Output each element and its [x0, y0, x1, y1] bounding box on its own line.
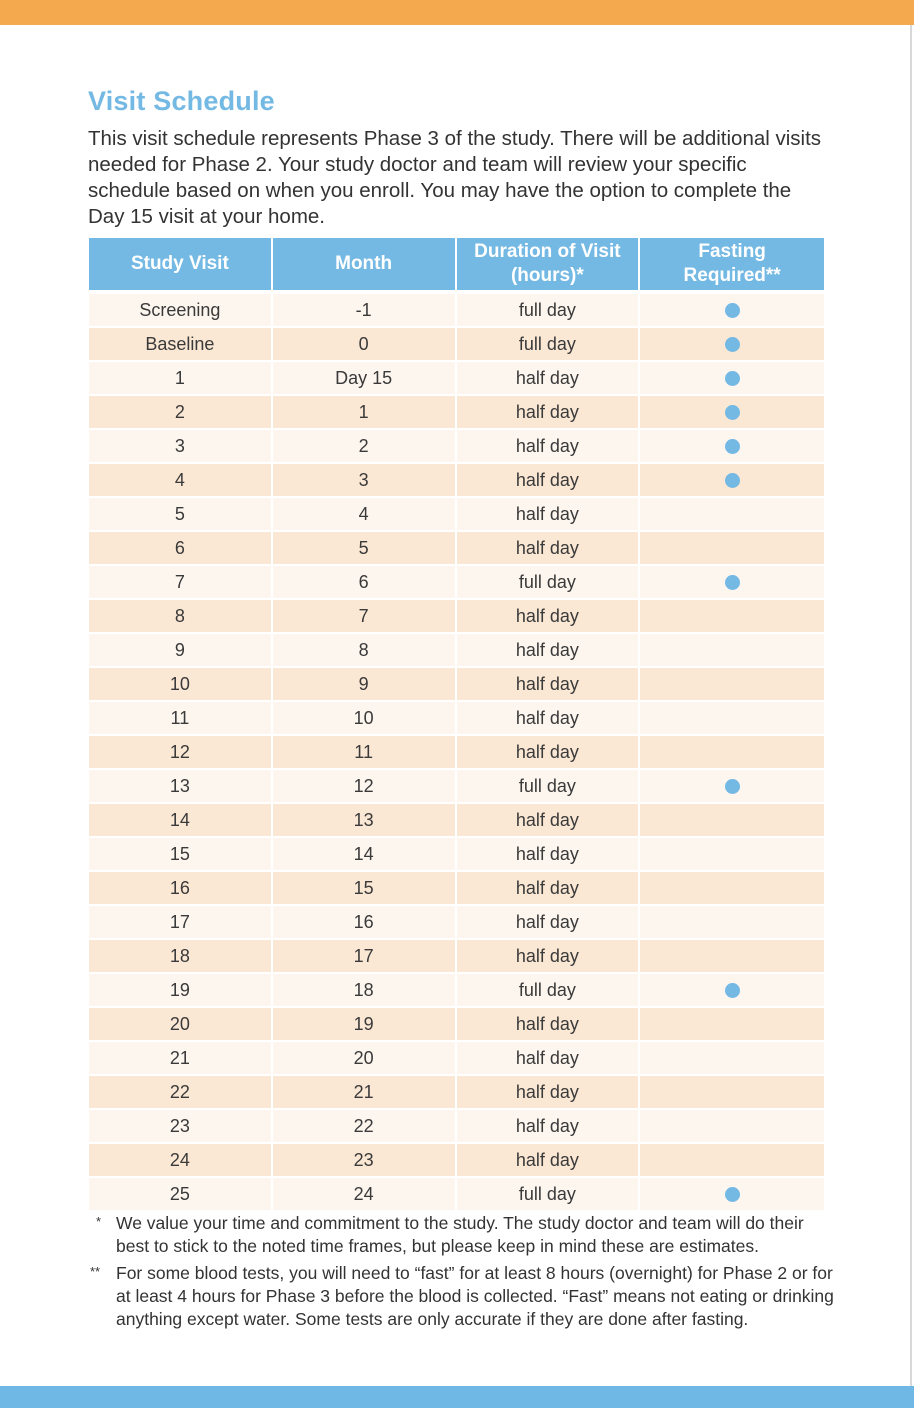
cell-visit: 24 — [89, 1144, 273, 1178]
cell-visit: 19 — [89, 974, 273, 1008]
cell-visit: 7 — [89, 566, 273, 600]
cell-fasting — [640, 1076, 824, 1110]
cell-month: 10 — [273, 702, 457, 736]
header-fasting — [640, 238, 824, 290]
footnote-text: For some blood tests, you will need to “fast” for at least 8 hours (overnight) for Phase 2 or for at least 4 hours for Phase 3 before the blood is collected. “Fast” means not eating or drinking anything except water. Some tests are only accurate if they are done after fasting. — [116, 1263, 834, 1329]
table-row — [89, 396, 824, 430]
cell-visit: 6 — [89, 532, 273, 566]
cell-month: 12 — [273, 770, 457, 804]
cell-month: 9 — [273, 668, 457, 702]
cell-month: 19 — [273, 1008, 457, 1042]
cell-visit: 2 — [89, 396, 273, 430]
cell-month: 22 — [273, 1110, 457, 1144]
footnote-text: We value your time and commitment to the study. The study doctor and team will do their best to stick to the noted time frames, but please keep in mind these are estimates. — [116, 1213, 804, 1256]
table-row — [89, 804, 824, 838]
cell-month: 13 — [273, 804, 457, 838]
cell-duration: half day — [457, 940, 641, 974]
cell-visit: 16 — [89, 872, 273, 906]
header-study-visit: Study Visit — [89, 238, 273, 290]
table-row — [89, 464, 824, 498]
fasting-required-icon — [725, 575, 740, 590]
cell-duration: half day — [457, 600, 641, 634]
top-accent-bar — [0, 0, 914, 25]
cell-month: 1 — [273, 396, 457, 430]
cell-visit: 11 — [89, 702, 273, 736]
cell-duration: full day — [457, 328, 641, 362]
intro-paragraph: This visit schedule represents Phase 3 of the study. There will be additional visits needed for Phase 2. Your study doctor and team will review your specific schedule based on when you enroll. You may have the option to complete the Day 15 visit at your home. — [88, 127, 822, 228]
cell-fasting — [640, 498, 824, 532]
cell-fasting — [640, 328, 824, 362]
cell-fasting — [640, 872, 824, 906]
footnote-marker: ** — [90, 1264, 101, 1279]
cell-fasting — [640, 838, 824, 872]
table-row — [89, 362, 824, 396]
cell-month: 17 — [273, 940, 457, 974]
cell-fasting — [640, 1178, 824, 1212]
cell-fasting — [640, 1110, 824, 1144]
cell-visit: Screening — [89, 294, 273, 328]
cell-duration: half day — [457, 362, 641, 396]
page-edge-rule — [910, 25, 912, 1386]
cell-duration: half day — [457, 1042, 641, 1076]
cell-duration: full day — [457, 974, 641, 1008]
cell-duration: full day — [457, 294, 641, 328]
cell-month: 18 — [273, 974, 457, 1008]
cell-duration: half day — [457, 668, 641, 702]
cell-visit: 18 — [89, 940, 273, 974]
cell-visit: Baseline — [89, 328, 273, 362]
cell-visit: 15 — [89, 838, 273, 872]
header-month: Month — [273, 238, 457, 290]
cell-month: Day 15 — [273, 362, 457, 396]
visit-schedule-table — [89, 238, 824, 1212]
cell-fasting — [640, 1144, 824, 1178]
cell-fasting — [640, 532, 824, 566]
table-row — [89, 1042, 824, 1076]
cell-month: -1 — [273, 294, 457, 328]
fasting-required-icon — [725, 439, 740, 454]
bottom-accent-bar — [0, 1386, 914, 1408]
cell-fasting — [640, 974, 824, 1008]
footnotes — [90, 1212, 836, 1335]
footnote-fasting — [90, 1262, 836, 1331]
cell-fasting — [640, 736, 824, 770]
table-row — [89, 328, 824, 362]
cell-duration: half day — [457, 1076, 641, 1110]
cell-visit: 9 — [89, 634, 273, 668]
cell-visit: 14 — [89, 804, 273, 838]
cell-duration: half day — [457, 430, 641, 464]
cell-fasting — [640, 1042, 824, 1076]
cell-fasting — [640, 940, 824, 974]
page-title: Visit Schedule — [88, 86, 275, 116]
cell-fasting — [640, 566, 824, 600]
table-row — [89, 1178, 824, 1212]
fasting-required-icon — [725, 405, 740, 420]
table-row — [89, 872, 824, 906]
cell-duration: half day — [457, 1144, 641, 1178]
cell-visit: 20 — [89, 1008, 273, 1042]
table-row — [89, 736, 824, 770]
header-fasting-label: Fasting Required** — [683, 241, 781, 286]
table-body — [89, 290, 824, 1212]
cell-month: 24 — [273, 1178, 457, 1212]
cell-fasting — [640, 770, 824, 804]
fasting-required-icon — [725, 473, 740, 488]
table-row — [89, 940, 824, 974]
cell-visit: 3 — [89, 430, 273, 464]
table-row — [89, 838, 824, 872]
table-row — [89, 498, 824, 532]
cell-month: 6 — [273, 566, 457, 600]
table-row — [89, 294, 824, 328]
cell-duration: full day — [457, 770, 641, 804]
cell-duration: half day — [457, 464, 641, 498]
table-row — [89, 532, 824, 566]
cell-fasting — [640, 1008, 824, 1042]
cell-month: 21 — [273, 1076, 457, 1110]
cell-duration: half day — [457, 906, 641, 940]
cell-visit: 8 — [89, 600, 273, 634]
cell-fasting — [640, 804, 824, 838]
table-row — [89, 906, 824, 940]
cell-duration: half day — [457, 1110, 641, 1144]
cell-month: 20 — [273, 1042, 457, 1076]
cell-month: 23 — [273, 1144, 457, 1178]
table-row — [89, 668, 824, 702]
table-row — [89, 1076, 824, 1110]
cell-duration: half day — [457, 838, 641, 872]
cell-visit: 5 — [89, 498, 273, 532]
cell-fasting — [640, 362, 824, 396]
cell-duration: half day — [457, 736, 641, 770]
cell-duration: half day — [457, 634, 641, 668]
cell-fasting — [640, 906, 824, 940]
cell-duration: full day — [457, 1178, 641, 1212]
cell-duration: full day — [457, 566, 641, 600]
cell-visit: 12 — [89, 736, 273, 770]
cell-visit: 10 — [89, 668, 273, 702]
table-row — [89, 1144, 824, 1178]
cell-month: 5 — [273, 532, 457, 566]
cell-fasting — [640, 600, 824, 634]
table-row — [89, 1008, 824, 1042]
cell-duration: half day — [457, 532, 641, 566]
table-row — [89, 600, 824, 634]
cell-visit: 17 — [89, 906, 273, 940]
cell-fasting — [640, 702, 824, 736]
cell-month: 2 — [273, 430, 457, 464]
cell-month: 15 — [273, 872, 457, 906]
cell-month: 3 — [273, 464, 457, 498]
cell-fasting — [640, 396, 824, 430]
fasting-required-icon — [725, 371, 740, 386]
table-row — [89, 430, 824, 464]
cell-month: 8 — [273, 634, 457, 668]
fasting-required-icon — [725, 779, 740, 794]
cell-visit: 1 — [89, 362, 273, 396]
cell-visit: 22 — [89, 1076, 273, 1110]
cell-visit: 4 — [89, 464, 273, 498]
cell-duration: half day — [457, 872, 641, 906]
table-row — [89, 702, 824, 736]
header-duration — [457, 238, 641, 290]
table-row — [89, 566, 824, 600]
table-row — [89, 1110, 824, 1144]
cell-duration: half day — [457, 396, 641, 430]
cell-month: 4 — [273, 498, 457, 532]
fasting-required-icon — [725, 337, 740, 352]
table-row — [89, 770, 824, 804]
cell-visit: 13 — [89, 770, 273, 804]
cell-fasting — [640, 634, 824, 668]
fasting-required-icon — [725, 1187, 740, 1202]
footnote-duration — [96, 1212, 836, 1258]
fasting-required-icon — [725, 983, 740, 998]
cell-month: 14 — [273, 838, 457, 872]
cell-fasting — [640, 430, 824, 464]
table-row — [89, 974, 824, 1008]
fasting-required-icon — [725, 303, 740, 318]
table-header-row — [89, 238, 824, 290]
cell-fasting — [640, 294, 824, 328]
cell-visit: 25 — [89, 1178, 273, 1212]
cell-visit: 21 — [89, 1042, 273, 1076]
cell-duration: half day — [457, 804, 641, 838]
cell-month: 16 — [273, 906, 457, 940]
cell-fasting — [640, 464, 824, 498]
cell-month: 7 — [273, 600, 457, 634]
cell-duration: half day — [457, 702, 641, 736]
cell-duration: half day — [457, 498, 641, 532]
cell-duration: half day — [457, 1008, 641, 1042]
cell-month: 11 — [273, 736, 457, 770]
cell-visit: 23 — [89, 1110, 273, 1144]
table-row — [89, 634, 824, 668]
cell-month: 0 — [273, 328, 457, 362]
footnote-marker: * — [96, 1214, 102, 1229]
header-duration-label: Duration of Visit (hours)* — [474, 241, 621, 286]
cell-fasting — [640, 668, 824, 702]
